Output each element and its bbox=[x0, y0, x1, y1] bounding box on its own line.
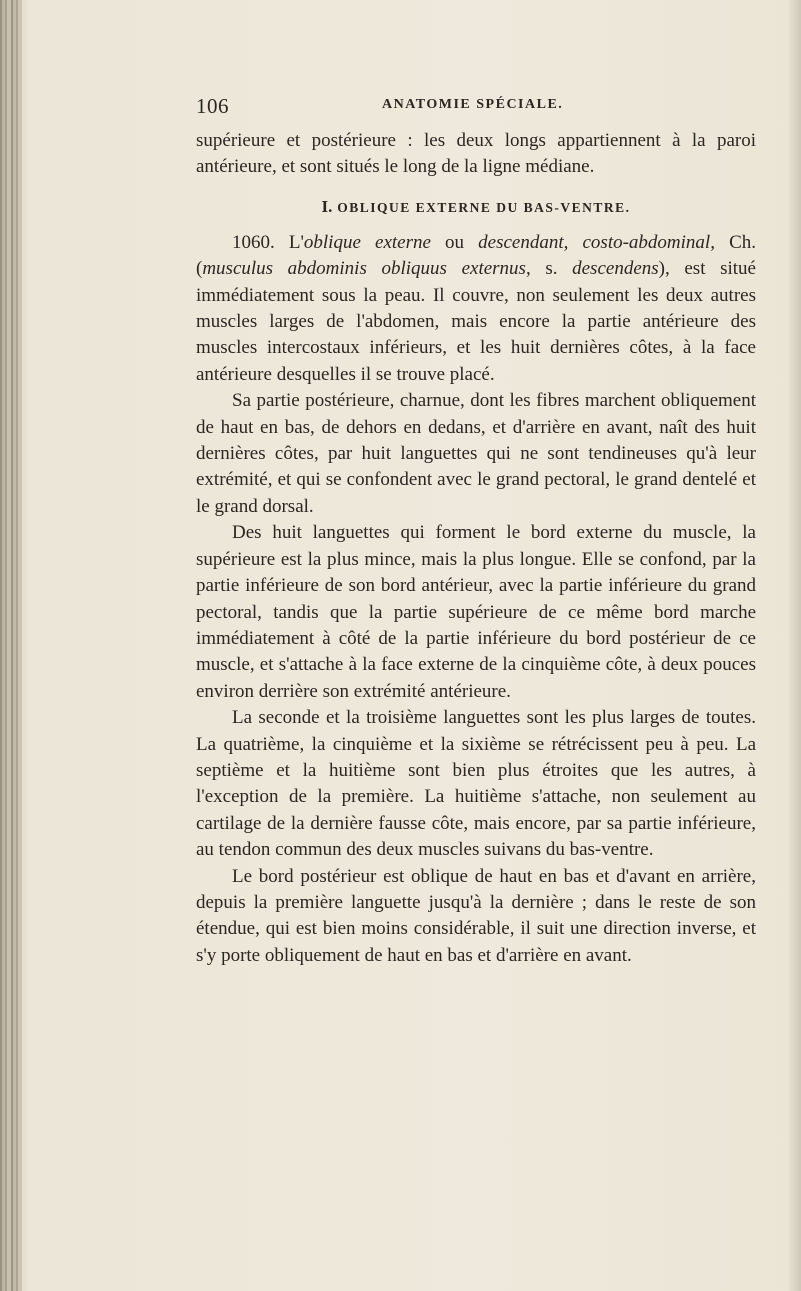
muscle-name: oblique externe bbox=[303, 231, 431, 253]
text-block bbox=[196, 128, 756, 969]
latin-alt-name: descendens bbox=[572, 258, 659, 280]
book-spine-edge bbox=[0, 0, 22, 1291]
page-number: 106 bbox=[196, 94, 229, 118]
muscle-name-prefix: L' bbox=[288, 231, 304, 253]
page-right-edge bbox=[789, 0, 801, 1291]
continuation-paragraph: supérieure et postérieure : les deux longs appartiennent à la paroi antérieure, et sont situés le long de la ligne médiane. bbox=[196, 130, 756, 178]
latin-connector: , s. bbox=[525, 258, 573, 280]
author-abbrev: Ch. ( bbox=[196, 231, 757, 280]
page-header bbox=[196, 94, 756, 118]
running-head: ANATOMIE SPÉCIALE. bbox=[382, 97, 564, 112]
paragraph-1060 bbox=[196, 230, 756, 388]
paragraph-number: 1060. bbox=[232, 231, 275, 253]
section-heading bbox=[196, 195, 756, 220]
paragraph-posterior-part: Sa partie postérieure, charnue, dont les fibres marchent obliquement de haut en bas, de dehors en dedans, et d'arrière en avant, naît des huit dernières côtes, par huit languettes qui ne sont tendineuses qu'à leur extrémité, et qui se confondent avec le grand pectoral, le grand dentelé et le grand dorsal. bbox=[196, 390, 756, 517]
muscle-synonyms: descendant, costo-abdominal, bbox=[478, 231, 715, 253]
section-title: OBLIQUE EXTERNE DU BAS-VENTRE. bbox=[337, 199, 631, 215]
section-number: I. bbox=[321, 196, 333, 216]
latin-name: musculus abdominis obliquus externus bbox=[202, 258, 526, 280]
paragraph-second-third: La seconde et la troisième languettes sont les plus larges de toutes. La quatrième, la cinquième et la sixième se rétrécissent peu à peu. La septième et la huitième sont bien plus étroites que les autres, à l'exception de la première. La huitième s'attache, non seulement au cartilage de la dernière fausse côte, mais encore, par sa partie inférieure, au tendon commun des deux muscles suivans du bas-ventre. bbox=[196, 707, 756, 861]
paragraph-posterior-border: Le bord postérieur est oblique de haut en bas et d'avant en arrière, depuis la première languette jusqu'à la dernière ; dans le reste de son étendue, qui est bien moins considérable, il suit une direction inverse, et s'y porte obliquement de haut en bas et d'arrière en avant. bbox=[196, 865, 756, 966]
paragraph-1060-text: ), est situé immédiatement sous la peau. Il couvre, non seulement les deux autres muscles larges de l'abdomen, mais encore la partie antérieure des muscles intercostaux inférieurs, et les huit dernières côtes, à la face antérieure desquelles il se trouve placé. bbox=[196, 258, 756, 385]
paragraph-languettes: Des huit languettes qui forment le bord externe du muscle, la supérieure est la plus mince, mais la plus longue. Elle se confond, par la partie inférieure de son bord antérieur, avec la partie inférieure du grand pectoral, tandis que la partie supérieure de ce même bord marche immédiatement à côté de la partie inférieure du bord postérieur de ce muscle, et s'attache à la face externe de la cinquième côte, à deux pouces environ derrière son extrémité antérieure. bbox=[196, 522, 756, 702]
muscle-name-connector: ou bbox=[430, 231, 479, 253]
